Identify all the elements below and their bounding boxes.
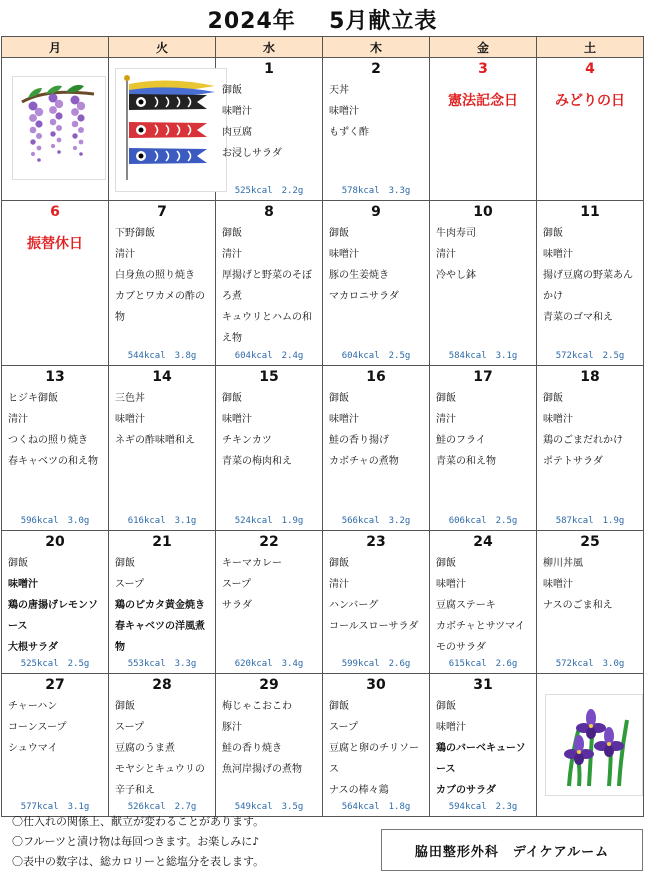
menu-item: キュウリとハムの和え物 bbox=[222, 312, 312, 344]
menu-item: ナスの棒々鶏 bbox=[329, 785, 389, 796]
day-cell bbox=[2, 674, 109, 817]
week-row bbox=[2, 531, 644, 674]
menu-list bbox=[216, 694, 322, 780]
menu-item: ナスのごま和え bbox=[543, 600, 613, 611]
menu-item: 清汁 bbox=[222, 249, 242, 260]
menu-list bbox=[216, 78, 322, 164]
menu-list bbox=[537, 386, 643, 472]
menu-item: 豚汁 bbox=[222, 722, 242, 733]
day-number: 14 bbox=[152, 369, 172, 385]
menu-item: 春キャベツの和え物 bbox=[8, 456, 98, 467]
menu-list bbox=[323, 78, 429, 143]
menu-item: 清汁 bbox=[115, 249, 135, 260]
day-number: 31 bbox=[473, 677, 493, 693]
day-cell bbox=[537, 531, 644, 674]
menu-list bbox=[323, 221, 429, 307]
day-cell bbox=[430, 201, 537, 366]
page-title bbox=[0, 4, 645, 35]
menu-item: 味噌汁 bbox=[8, 579, 38, 590]
week-row bbox=[2, 674, 644, 817]
day-cell bbox=[216, 201, 323, 366]
calorie-salt: 566kcal 3.2g bbox=[341, 516, 411, 526]
day-number: 1 bbox=[264, 61, 274, 77]
menu-item: 梅じゃこおこわ bbox=[222, 701, 292, 712]
menu-item: 青菜の和え物 bbox=[436, 456, 496, 467]
menu-item: 味噌汁 bbox=[222, 106, 252, 117]
day-cell bbox=[109, 674, 216, 817]
menu-item: 御飯 bbox=[8, 558, 28, 569]
menu-item: 清汁 bbox=[436, 249, 456, 260]
day-number: 11 bbox=[580, 204, 600, 220]
menu-item: 味噌汁 bbox=[222, 414, 252, 425]
holiday-label: みどりの日 bbox=[555, 93, 625, 109]
iris-picture bbox=[545, 694, 643, 796]
calorie-salt: 578kcal 3.3g bbox=[341, 186, 411, 196]
day-cell bbox=[216, 531, 323, 674]
menu-item: 鶏の唐揚げレモンソース bbox=[8, 600, 98, 632]
calorie-salt: 604kcal 2.4g bbox=[234, 351, 304, 361]
menu-item: 白身魚の照り焼き bbox=[115, 270, 195, 281]
day-number: 18 bbox=[580, 369, 600, 385]
calorie-salt: 584kcal 3.1g bbox=[448, 351, 518, 361]
calorie-salt: 526kcal 2.7g bbox=[127, 802, 197, 812]
calorie-salt: 596kcal 3.0g bbox=[20, 516, 90, 526]
menu-list bbox=[216, 551, 322, 616]
day-number: 15 bbox=[259, 369, 279, 385]
menu-item: 味噌汁 bbox=[329, 414, 359, 425]
menu-list bbox=[430, 386, 536, 472]
calorie-salt: 564kcal 1.8g bbox=[341, 802, 411, 812]
menu-item: つくねの照り焼き bbox=[8, 435, 88, 446]
day-number: 7 bbox=[157, 204, 167, 220]
menu-list bbox=[109, 694, 215, 801]
weekday-label: 月 bbox=[2, 37, 109, 58]
day-number: 24 bbox=[473, 534, 493, 550]
menu-item: ハンバーグ bbox=[329, 600, 379, 611]
day-number: 8 bbox=[264, 204, 274, 220]
day-number: 22 bbox=[259, 534, 279, 550]
day-cell bbox=[109, 366, 216, 531]
menu-item: 青菜のゴマ和え bbox=[543, 312, 613, 323]
menu-item: 御飯 bbox=[436, 558, 456, 569]
menu-item: 味噌汁 bbox=[436, 722, 466, 733]
menu-item: 味噌汁 bbox=[543, 249, 573, 260]
day-cell bbox=[323, 531, 430, 674]
menu-item: カブとワカメの酢の物 bbox=[115, 291, 205, 323]
menu-item: スープ bbox=[115, 579, 144, 590]
day-number: 30 bbox=[366, 677, 386, 693]
calorie-salt: 606kcal 2.5g bbox=[448, 516, 518, 526]
menu-item: ポテトサラダ bbox=[543, 456, 603, 467]
menu-item: チキンカツ bbox=[222, 435, 272, 446]
day-cell bbox=[537, 58, 644, 201]
day-number: 28 bbox=[152, 677, 172, 693]
menu-item: 味噌汁 bbox=[543, 579, 573, 590]
calorie-salt: 524kcal 1.9g bbox=[234, 516, 304, 526]
calorie-salt: 553kcal 3.3g bbox=[127, 659, 197, 669]
menu-item: コールスローサラダ bbox=[329, 621, 419, 632]
day-cell bbox=[216, 674, 323, 817]
menu-list bbox=[2, 551, 108, 658]
day-number: 13 bbox=[45, 369, 65, 385]
menu-item: 御飯 bbox=[222, 393, 242, 404]
clinic-name-box bbox=[381, 829, 643, 871]
menu-item: 豆腐と卵のチリソース bbox=[329, 743, 419, 775]
menu-item: 揚げ豆腐の野菜あんかけ bbox=[543, 270, 633, 302]
menu-item: 御飯 bbox=[329, 558, 349, 569]
menu-item: 御飯 bbox=[115, 558, 135, 569]
calorie-salt: 525kcal 2.2g bbox=[234, 186, 304, 196]
menu-list bbox=[537, 221, 643, 328]
day-number: 2 bbox=[371, 61, 381, 77]
weekday-label: 土 bbox=[537, 37, 644, 58]
day-cell bbox=[537, 674, 644, 817]
menu-item: カボチャの煮物 bbox=[329, 456, 399, 467]
calorie-salt: 594kcal 2.3g bbox=[448, 802, 518, 812]
menu-item: シュウマイ bbox=[8, 743, 58, 754]
day-number: 25 bbox=[580, 534, 600, 550]
wisteria-picture bbox=[12, 76, 106, 180]
calorie-salt: 544kcal 3.8g bbox=[127, 351, 197, 361]
day-cell bbox=[109, 58, 216, 201]
note-line: 〇フルーツと漬け物は毎回つきます。お楽しみに♪ bbox=[12, 835, 260, 848]
menu-list bbox=[430, 551, 536, 658]
menu-item: 鶏のピカタ黄金焼き bbox=[115, 600, 205, 611]
menu-item: 春キャベツの洋風煮物 bbox=[115, 621, 205, 653]
calorie-salt: 587kcal 1.9g bbox=[555, 516, 625, 526]
day-cell bbox=[2, 531, 109, 674]
menu-item: 柳川丼風 bbox=[543, 558, 583, 569]
menu-item: 御飯 bbox=[222, 85, 242, 96]
menu-item: 味噌汁 bbox=[115, 414, 145, 425]
calorie-salt: 616kcal 3.1g bbox=[127, 516, 197, 526]
menu-item: 冷やし鉢 bbox=[436, 270, 476, 281]
day-number: 10 bbox=[473, 204, 493, 220]
menu-item: チャーハン bbox=[8, 701, 58, 712]
menu-calendar bbox=[1, 36, 644, 817]
day-number: 29 bbox=[259, 677, 279, 693]
menu-item: 鶏のごまだれかけ bbox=[543, 435, 623, 446]
menu-list bbox=[109, 221, 215, 328]
menu-item: 御飯 bbox=[222, 228, 242, 239]
calorie-salt: 572kcal 2.5g bbox=[555, 351, 625, 361]
menu-item: マカロニサラダ bbox=[329, 291, 399, 302]
menu-item: 清汁 bbox=[8, 414, 28, 425]
menu-list bbox=[430, 694, 536, 801]
day-cell bbox=[430, 58, 537, 201]
day-cell bbox=[430, 531, 537, 674]
menu-item: 清汁 bbox=[329, 579, 349, 590]
day-cell bbox=[323, 366, 430, 531]
menu-item: 鮭の香り揚げ bbox=[329, 435, 389, 446]
note-line: 〇表中の数字は、総カロリーと総塩分を表します。 bbox=[12, 855, 265, 868]
menu-list bbox=[109, 551, 215, 658]
weekday-label: 火 bbox=[109, 37, 216, 58]
day-number: 21 bbox=[152, 534, 172, 550]
menu-item: 大根サラダ bbox=[8, 642, 58, 653]
weekday-label: 水 bbox=[216, 37, 323, 58]
menu-item: 鮭の香り焼き bbox=[222, 743, 282, 754]
title-month: 5月献立表 bbox=[329, 9, 438, 34]
menu-list bbox=[2, 694, 108, 759]
menu-list bbox=[109, 386, 215, 451]
day-number: 23 bbox=[366, 534, 386, 550]
menu-item: 御飯 bbox=[543, 393, 563, 404]
weekday-label: 木 bbox=[323, 37, 430, 58]
menu-item: コーンスープ bbox=[8, 722, 67, 733]
day-cell bbox=[323, 58, 430, 201]
menu-item: 魚河岸揚げの煮物 bbox=[222, 764, 302, 775]
menu-item: ネギの酢味噌和え bbox=[115, 435, 195, 446]
day-number: 4 bbox=[585, 61, 595, 77]
menu-item: 豆腐ステーキ bbox=[436, 600, 496, 611]
menu-item: サラダ bbox=[222, 600, 252, 611]
menu-item: もずく酢 bbox=[329, 127, 369, 138]
day-number: 6 bbox=[50, 204, 60, 220]
menu-item: 豚の生姜焼き bbox=[329, 270, 389, 281]
note-line: 〇仕入れの関係上、献立が変わることがあります。 bbox=[12, 815, 265, 828]
holiday-label: 振替休日 bbox=[27, 236, 83, 252]
menu-item: 豆腐のうま煮 bbox=[115, 743, 175, 754]
day-cell bbox=[323, 201, 430, 366]
title-year: 2024年 bbox=[207, 9, 296, 34]
day-cell bbox=[430, 674, 537, 817]
calorie-salt: 615kcal 2.6g bbox=[448, 659, 518, 669]
weekday-label: 金 bbox=[430, 37, 537, 58]
day-cell bbox=[216, 58, 323, 201]
menu-item: 御飯 bbox=[436, 701, 456, 712]
day-cell bbox=[216, 366, 323, 531]
day-cell bbox=[430, 366, 537, 531]
day-number: 20 bbox=[45, 534, 65, 550]
day-cell bbox=[2, 58, 109, 201]
menu-item: スープ bbox=[222, 579, 251, 590]
week-row bbox=[2, 58, 644, 201]
menu-item: 厚揚げと野菜のそぼろ煮 bbox=[222, 270, 312, 302]
menu-list bbox=[323, 386, 429, 472]
menu-item: 天丼 bbox=[329, 85, 349, 96]
calorie-salt: 572kcal 3.0g bbox=[555, 659, 625, 669]
menu-list bbox=[323, 694, 429, 801]
menu-list bbox=[216, 221, 322, 349]
notes bbox=[12, 812, 264, 872]
menu-item: 味噌汁 bbox=[543, 414, 573, 425]
menu-item: 御飯 bbox=[115, 701, 135, 712]
calorie-salt: 549kcal 3.5g bbox=[234, 802, 304, 812]
day-cell bbox=[323, 674, 430, 817]
menu-item: モヤシとキュウリの辛子和え bbox=[115, 764, 205, 796]
menu-item: 青菜の梅肉和え bbox=[222, 456, 292, 467]
day-cell bbox=[537, 366, 644, 531]
menu-list bbox=[537, 551, 643, 616]
koinobori-picture bbox=[115, 68, 227, 192]
menu-item: 三色丼 bbox=[115, 393, 145, 404]
calorie-salt: 525kcal 2.5g bbox=[20, 659, 90, 669]
day-cell bbox=[537, 201, 644, 366]
day-cell bbox=[2, 201, 109, 366]
day-cell bbox=[2, 366, 109, 531]
menu-item: 御飯 bbox=[436, 393, 456, 404]
menu-item: 牛肉寿司 bbox=[436, 228, 476, 239]
clinic-name: 脇田整形外科 デイケアルーム bbox=[414, 844, 610, 860]
calorie-salt: 604kcal 2.5g bbox=[341, 351, 411, 361]
menu-item: 御飯 bbox=[543, 228, 563, 239]
menu-item: 御飯 bbox=[329, 701, 349, 712]
holiday-label: 憲法記念日 bbox=[448, 93, 518, 109]
calorie-salt: 620kcal 3.4g bbox=[234, 659, 304, 669]
week-row bbox=[2, 201, 644, 366]
menu-item: 味噌汁 bbox=[329, 249, 359, 260]
menu-item: スープ bbox=[115, 722, 144, 733]
menu-list bbox=[2, 386, 108, 472]
menu-item: 鮭のフライ bbox=[436, 435, 486, 446]
menu-item: 鶏のバーベキューソース bbox=[436, 743, 526, 775]
menu-item: スープ bbox=[329, 722, 358, 733]
week-row bbox=[2, 366, 644, 531]
calorie-salt: 599kcal 2.6g bbox=[341, 659, 411, 669]
menu-item: 下野御飯 bbox=[115, 228, 155, 239]
day-cell bbox=[109, 531, 216, 674]
day-cell bbox=[109, 201, 216, 366]
menu-item: 肉豆腐 bbox=[222, 127, 252, 138]
day-number: 3 bbox=[478, 61, 488, 77]
menu-item: 御飯 bbox=[329, 228, 349, 239]
weekday-header bbox=[2, 37, 644, 58]
menu-item: カボチャとサツマイモのサラダ bbox=[436, 621, 525, 653]
menu-item: キーマカレー bbox=[222, 558, 282, 569]
day-number: 16 bbox=[366, 369, 386, 385]
day-number: 17 bbox=[473, 369, 493, 385]
day-number: 27 bbox=[45, 677, 65, 693]
menu-list bbox=[323, 551, 429, 637]
menu-list bbox=[216, 386, 322, 472]
day-number: 9 bbox=[371, 204, 381, 220]
menu-item: カブのサラダ bbox=[436, 785, 496, 796]
menu-item: ヒジキ御飯 bbox=[8, 393, 58, 404]
menu-item: 清汁 bbox=[436, 414, 456, 425]
menu-item: 御飯 bbox=[329, 393, 349, 404]
menu-item: 味噌汁 bbox=[436, 579, 466, 590]
menu-item: お浸しサラダ bbox=[222, 148, 282, 159]
menu-item: 味噌汁 bbox=[329, 106, 359, 117]
calorie-salt: 577kcal 3.1g bbox=[20, 802, 90, 812]
menu-list bbox=[430, 221, 536, 286]
